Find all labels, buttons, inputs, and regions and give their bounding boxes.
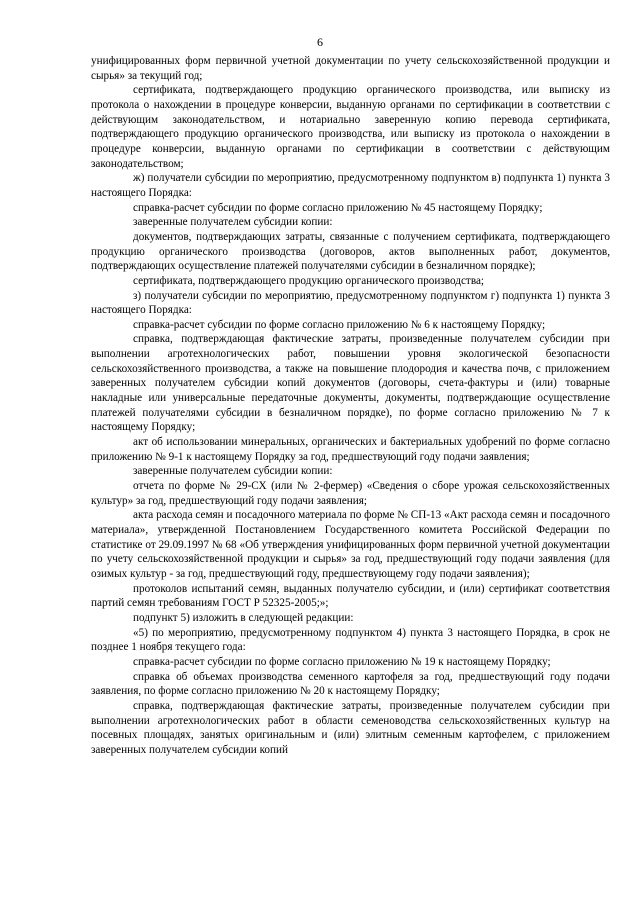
- paragraph: документов, подтверждающих затраты, связанные с получением сертификата, подтверждающего продукцию органического производства (договоров, актов выполненных работ, документов, подтверждающих осуществление платежей получателями субсидии в безналичном порядке);: [91, 230, 610, 273]
- paragraph: справка об объемах производства семенного картофеля за год, предшествующий году подачи заявления, по форме согласно приложению № 20 к настоящему Порядку;: [91, 670, 610, 698]
- paragraph: сертификата, подтверждающего продукцию органического производства, или выписку из протокола о нахождении в процедуре конверсии, выданную органами по сертификации в соответствии с действующим законодательством, и нотариально заверенную копию перевода сертификата, подтверждающего продукцию органического производства, или выписку из протокола о нахождении в процедуре конверсии, выданную органами по сертификации в соответствии с действующим законодательством;: [91, 84, 610, 170]
- page-number: 6: [317, 35, 323, 49]
- paragraph: справка, подтверждающая фактические затраты, произведенные получателем субсидии при выполнении агротехнологических работ в области семеноводства сельскохозяйственных культур на посевных площадях, занятых оригинальным и (или) элитным семенным картофелем, с приложением заверенных получателем субсидии копий: [91, 699, 610, 756]
- paragraph: отчета по форме № 29-СХ (или № 2-фермер) «Сведения о сборе урожая сельскохозяйственных культур» за год, предшествующий году подачи заявления;: [91, 480, 610, 507]
- paragraph: заверенные получателем субсидии копии:: [133, 465, 333, 478]
- paragraph: з) получатели субсидии по мероприятию, предусмотренному подпунктом г) подпункта 1) пункта 3 настоящего Порядка:: [91, 289, 610, 317]
- document-body: [91, 54, 610, 758]
- paragraph: протоколов испытаний семян, выданных получателю субсидии, и (или) сертификат соответствия партий семян требованиям ГОСТ Р 52325-2005;»;: [91, 582, 610, 610]
- paragraph: справка-расчет субсидии по форме согласно приложению № 45 настоящему Порядку;: [133, 201, 543, 214]
- paragraph: ж) получатели субсидии по мероприятию, предусмотренному подпунктом в) подпункта 1) пункта 3 настоящего Порядка:: [91, 172, 610, 199]
- paragraph: заверенные получателем субсидии копии:: [133, 216, 333, 229]
- paragraph: справка, подтверждающая фактические затраты, произведенные получателем субсидии при выполнении агротехнологических работ, повышении уровня экологической безопасности сельскохозяйственного производства, а также на повышение плодородия и качества почв, с приложением заверенных получателем субсидии копий документов (договоры, счета-фактуры и (или) товарные накладные или универсальные передаточные документы, документы, подтверждающие осуществление платежей получателями субсидии в безналичном порядке), по форме согласно приложению № 7 к настоящему Порядку;: [91, 333, 610, 434]
- paragraph: акта расхода семян и посадочного материала по форме № СП-13 «Акт расхода семян и посадочного материала», утвержденной Постановлением Государственного комитета Российской Федерации по статистике от 29.09.1997 № 68 «Об утверждения унифицированных форм первичной учетной документации по учету сельскохозяйственной продукции и сырья» за год, предшествующий году подачи заявления (для озимых культур - за год, предшествующий году, предшествующему году подачи заявления);: [91, 509, 610, 580]
- paragraph: акт об использовании минеральных, органических и бактериальных удобрений по форме согласно приложению № 9-1 к настоящему Порядку за год, предшествующий году подачи заявления;: [91, 436, 610, 463]
- paragraph: унифицированных форм первичной учетной документации по учету сельскохозяйственной продукции и сырья» за текущий год;: [91, 55, 610, 82]
- paragraph: «5) по мероприятию, предусмотренному подпунктом 4) пункта 3 настоящего Порядка, в срок не позднее 1 ноября текущего года:: [91, 626, 610, 654]
- paragraph: подпункт 5) изложить в следующей редакции:: [133, 611, 354, 624]
- paragraph: справка-расчет субсидии по форме согласно приложению № 19 к настоящему Порядку;: [133, 655, 551, 668]
- paragraph: сертификата, подтверждающего продукцию органического производства;: [133, 274, 485, 287]
- paragraph: справка-расчет субсидии по форме согласно приложению № 6 к настоящему Порядку;: [133, 318, 546, 331]
